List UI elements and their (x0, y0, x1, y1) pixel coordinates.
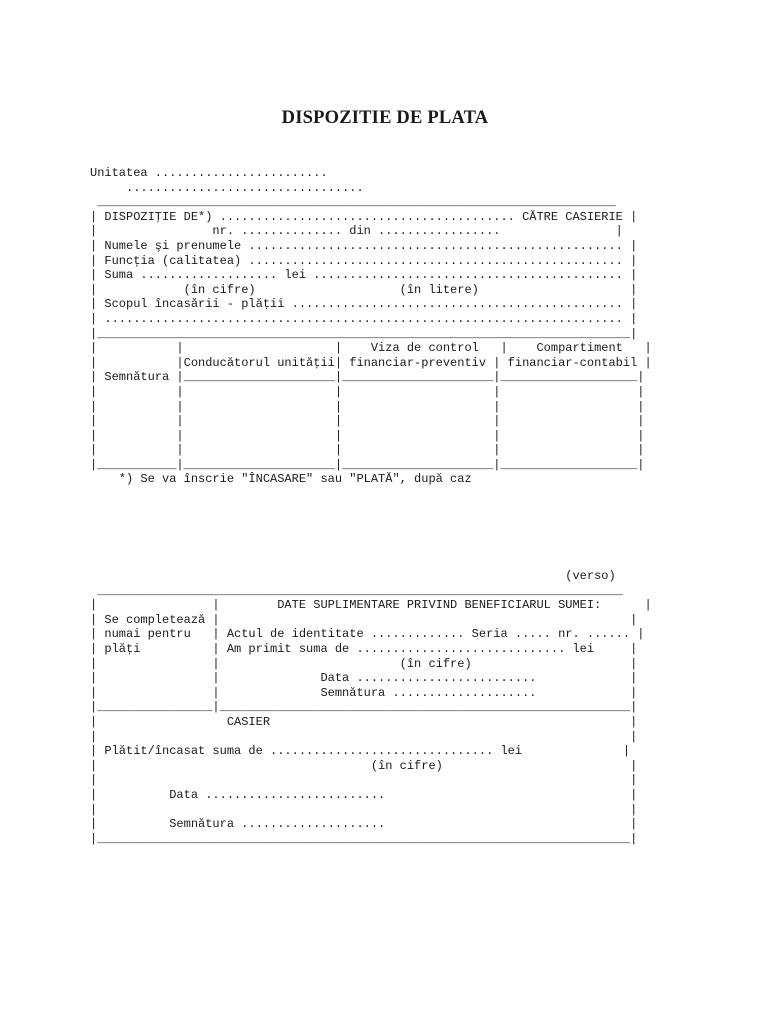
front-line: | DISPOZIŢIE DE*) ......................................... CĂTRE CASIERIE | (90, 209, 638, 224)
front-line: | Semnătura |_____________________|_____________________|___________________| (90, 370, 645, 385)
back-line: | | Data ......................... | (90, 671, 638, 686)
front-line: Unitatea ........................ (90, 166, 328, 180)
back-line: | Plătit/încasat suma de ............................... lei | (90, 744, 631, 759)
back-line: | | (90, 729, 638, 744)
front-line: | | | | | (90, 443, 645, 458)
front-line: | | | | | (90, 384, 645, 399)
front-line: |___________|_____________________|_____________________|___________________| (90, 457, 645, 472)
verso-supplementary-form (90, 569, 652, 846)
back-line: | Data ......................... | (90, 787, 638, 802)
back-line: |________________|_________________________________________________________| (90, 700, 638, 715)
back-line: | Se completează | | (90, 612, 638, 627)
front-line: | Scopul încasării - plăţii .............................................. | (90, 297, 638, 312)
back-line: | (în cifre) | (90, 758, 638, 773)
front-line: | | | | | (90, 399, 645, 414)
back-line: | | (în cifre) | (90, 656, 638, 671)
back-line: | plăţi | Am primit suma de ............................. lei | (90, 641, 638, 656)
front-line: | (în cifre) (în litere) | (90, 282, 638, 297)
back-line: | numai pentru | Actul de identitate ............. Seria ..... nr. ...... | (90, 627, 645, 642)
back-line: | | DATE SUPLIMENTARE PRIVIND BENEFICIARUL SUMEI: | (90, 598, 652, 613)
front-line: | ........................................................................ | (90, 311, 638, 326)
front-line: ................................. (90, 180, 364, 195)
front-line: | nr. .............. din ................. | (90, 224, 623, 239)
front-line: |__________________________________________________________________________| (90, 326, 638, 341)
back-line: | Semnătura .................... | (90, 817, 638, 832)
front-line: | | | | | (90, 414, 645, 429)
front-line: | | | | | (90, 428, 645, 443)
front-line: | Numele şi prenumele .................................................... | (90, 238, 638, 253)
front-line: ________________________________________________________________________ (90, 195, 616, 210)
back-line: (verso) (90, 569, 616, 583)
front-line: | | | Viza de control | Compartiment | (90, 341, 652, 356)
page-title: DISPOZITIE DE PLATA (281, 108, 489, 128)
back-line: _________________________________________________________________________ (90, 583, 623, 598)
front-line: | |Conducătorul unităţii| financiar-preventiv | financiar-contabil | (90, 355, 652, 370)
payment-order-form (90, 166, 652, 487)
front-line: *) Se va înscrie "ÎNCASARE" sau "PLATĂ", după caz (90, 472, 472, 487)
back-line: |__________________________________________________________________________| (90, 831, 638, 846)
back-line: | | (90, 773, 638, 788)
back-line: | | (90, 802, 638, 817)
back-line: | CASIER | (90, 714, 638, 729)
back-line: | | Semnătura .................... | (90, 685, 638, 700)
front-line: | Funcţia (calitatea) .................................................... | (90, 253, 638, 268)
front-line: | Suma ................... lei ........................................... | (90, 268, 638, 283)
